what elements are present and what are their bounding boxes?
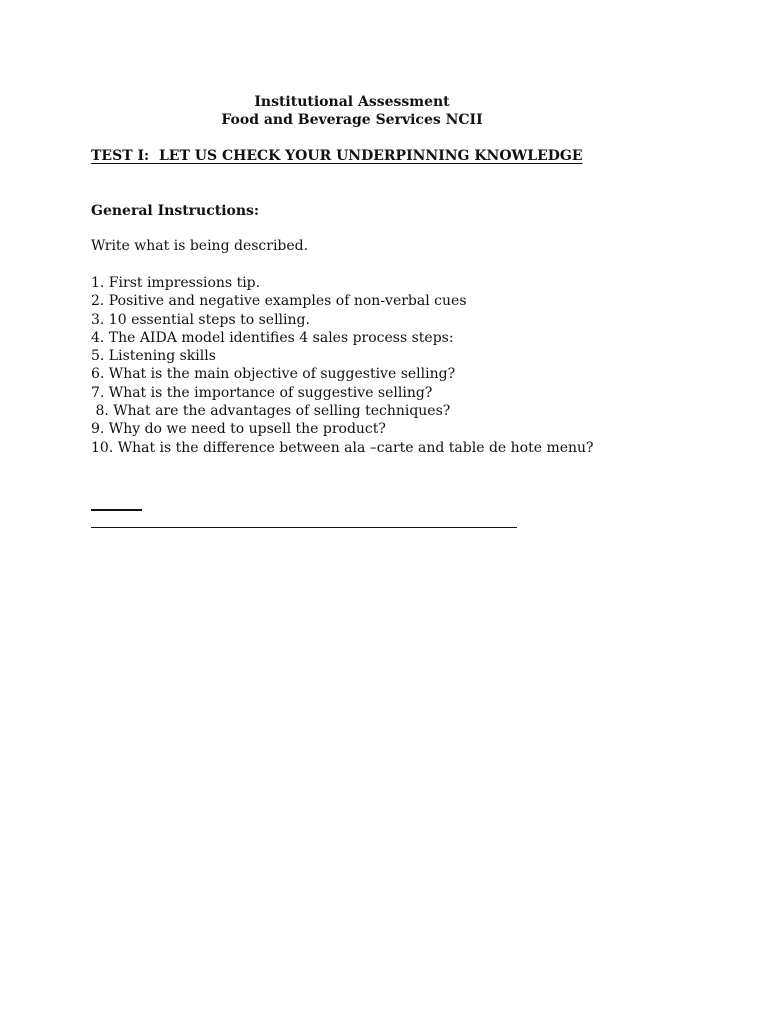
question-item: 4. The AIDA model identifies 4 sales process steps: bbox=[91, 329, 454, 346]
short-horizontal-rule bbox=[91, 509, 142, 511]
title-line-1: Institutional Assessment bbox=[254, 94, 450, 110]
question-list bbox=[91, 274, 594, 457]
question-item: 6. What is the main objective of suggestive selling? bbox=[91, 366, 456, 383]
question-item: 8. What are the advantages of selling techniques? bbox=[91, 403, 451, 420]
question-item: 2. Positive and negative examples of non-verbal cues bbox=[91, 293, 467, 310]
instruction-text: Write what is being described. bbox=[91, 238, 309, 254]
question-item: 5. Listening skills bbox=[91, 348, 216, 365]
question-item: 3. 10 essential steps to selling. bbox=[91, 311, 310, 328]
test-heading: TEST I: LET US CHECK YOUR UNDERPINNING KNOWLEDGE bbox=[91, 148, 583, 164]
general-instructions-heading: General Instructions: bbox=[91, 203, 260, 219]
question-item: 10. What is the difference between ala –carte and table de hote menu? bbox=[91, 439, 594, 456]
question-item: 7. What is the importance of suggestive selling? bbox=[91, 384, 433, 401]
title-line-2: Food and Beverage Services NCII bbox=[221, 112, 483, 128]
question-item: 9. Why do we need to upsell the product? bbox=[91, 421, 386, 438]
long-horizontal-rule bbox=[91, 527, 517, 528]
question-item: 1. First impressions tip. bbox=[91, 275, 261, 291]
document-title bbox=[90, 93, 614, 129]
